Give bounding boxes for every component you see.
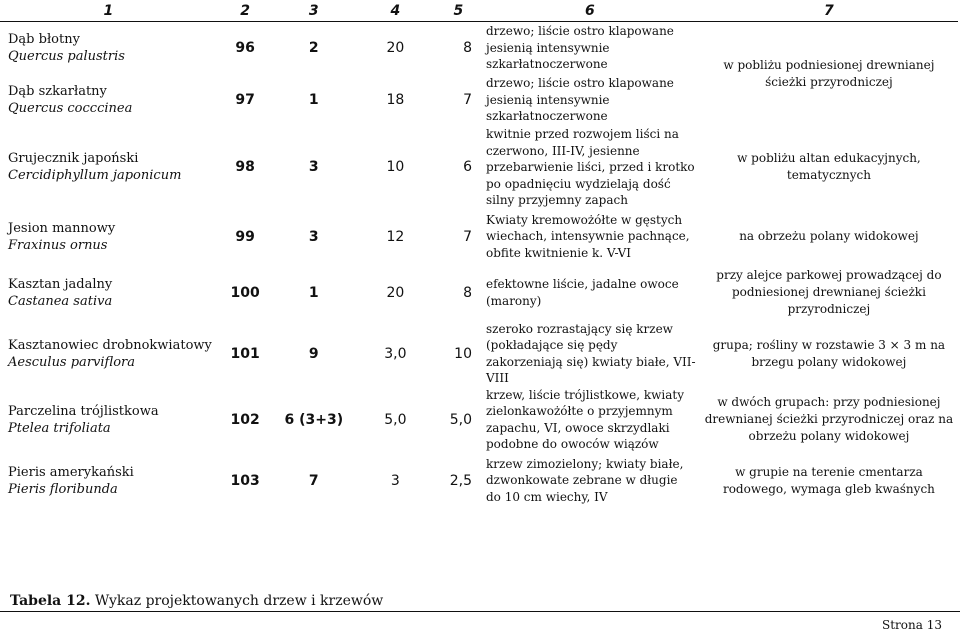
latin-name: Quercus palustris bbox=[8, 49, 125, 64]
number-cell: 102 bbox=[230, 411, 260, 428]
polish-name: Parczelina trójlistkowa bbox=[8, 403, 159, 419]
quantity-cell: 1 bbox=[308, 92, 319, 108]
species-name-cell bbox=[0, 453, 217, 509]
latin-name: Ptelea trifoliata bbox=[8, 420, 111, 436]
number-cell: 99 bbox=[235, 228, 255, 245]
width-cell: 2,5 bbox=[449, 472, 472, 489]
description-cell: szeroko rozrastający się krzew (pokładające się pędy zakorzeniają się) kwiaty białe, VII-VIII bbox=[485, 321, 696, 385]
number-cell: 101 bbox=[230, 345, 260, 362]
table-row bbox=[0, 265, 958, 321]
location-cell: w pobliżu podniesionej drewnianej ścieżki przyrodniczej bbox=[723, 58, 935, 89]
table-row bbox=[0, 209, 958, 265]
caption-label: Tabela 12. bbox=[10, 593, 91, 609]
height-cell: 3 bbox=[390, 472, 400, 489]
species-name-cell bbox=[0, 265, 217, 321]
species-name-cell bbox=[0, 126, 217, 209]
species-table bbox=[0, 1, 958, 509]
width-cell: 8 bbox=[463, 40, 472, 56]
polish-name: Dąb błotny bbox=[8, 32, 80, 47]
latin-name: Aesculus parviflora bbox=[8, 354, 135, 370]
header-col-3: 3 bbox=[274, 1, 355, 22]
description-cell: drzewo; liście ostro klapowane jesienią intensywnie szkarłatnoczerwone bbox=[485, 76, 674, 124]
polish-name: Dąb szkarłatny bbox=[8, 84, 107, 99]
number-cell: 100 bbox=[230, 284, 260, 301]
width-cell: 8 bbox=[463, 284, 472, 301]
header-col-4: 4 bbox=[354, 1, 437, 22]
width-cell: 7 bbox=[463, 92, 472, 108]
height-cell: 5,0 bbox=[384, 411, 407, 428]
width-cell: 6 bbox=[463, 159, 472, 176]
page-number: Strona 13 bbox=[882, 618, 942, 632]
table-caption bbox=[10, 593, 383, 609]
location-cell: grupa; rośliny w rozstawie 3 × 3 m na brzegu polany widokowej bbox=[712, 337, 946, 369]
latin-name: Castanea sativa bbox=[8, 293, 113, 309]
quantity-cell: 2 bbox=[308, 40, 319, 56]
location-cell: w dwóch grupach: przy podniesionej drewnianej ścieżki przyrodniczej oraz na obrzeżu polany widokowej bbox=[704, 395, 954, 443]
quantity-cell: 6 (3+3) bbox=[284, 411, 344, 428]
polish-name: Grujecznik japoński bbox=[8, 151, 139, 167]
species-name-cell bbox=[0, 321, 217, 387]
header-col-1: 1 bbox=[0, 1, 217, 22]
table-row bbox=[0, 453, 958, 509]
number-cell: 97 bbox=[235, 92, 255, 108]
header-col-6: 6 bbox=[480, 1, 700, 22]
location-cell: w grupie na terenie cmentarza rodowego, wymaga gleb kwaśnych bbox=[722, 464, 935, 496]
description-cell: kwitnie przed rozwojem liści na czerwono, III-IV, jesienne przebarwienie liści, przed i krotko po opadnięciu wydzielają dość silny przyjemny zapach bbox=[485, 127, 695, 207]
number-cell: 98 bbox=[235, 159, 255, 176]
quantity-cell: 1 bbox=[308, 284, 319, 301]
caption-text: Wykaz projektowanych drzew i krzewów bbox=[90, 593, 384, 609]
table-row bbox=[0, 321, 958, 387]
table-row bbox=[0, 22, 958, 75]
table-row bbox=[0, 387, 958, 453]
number-cell: 103 bbox=[230, 472, 260, 489]
quantity-cell: 7 bbox=[308, 472, 319, 489]
description-cell: drzewo; liście ostro klapowane jesienią intensywnie szkarłatnoczerwone bbox=[485, 24, 674, 72]
height-cell: 20 bbox=[386, 40, 405, 56]
polish-name: Kasztan jadalny bbox=[8, 276, 113, 292]
quantity-cell: 3 bbox=[308, 159, 319, 176]
width-cell: 5,0 bbox=[449, 411, 472, 428]
quantity-cell: 9 bbox=[308, 345, 319, 362]
height-cell: 18 bbox=[386, 92, 405, 108]
species-name-cell bbox=[0, 209, 217, 265]
species-name-cell bbox=[0, 387, 217, 453]
location-cell: na obrzeżu polany widokowej bbox=[739, 229, 919, 243]
description-cell: krzew zimozielony; kwiaty białe, dzwonkowate zebrane w długie do 10 cm wiechy, IV bbox=[485, 456, 684, 504]
footer-divider bbox=[0, 611, 960, 612]
description-cell: krzew, liście trójlistkowe, kwiaty zielonkawożółte o przyjemnym zapachu, VI, owoce skrzydlaki podobne do owoców wiązów bbox=[485, 387, 684, 451]
latin-name: Fraxinus ornus bbox=[8, 237, 108, 253]
polish-name: Kasztanowiec drobnokwiatowy bbox=[8, 337, 212, 353]
header-col-2: 2 bbox=[217, 1, 274, 22]
species-name-cell bbox=[0, 22, 217, 75]
height-cell: 3,0 bbox=[384, 345, 407, 362]
height-cell: 12 bbox=[386, 228, 405, 245]
height-cell: 10 bbox=[386, 159, 405, 176]
quantity-cell: 3 bbox=[308, 228, 319, 245]
description-cell: Kwiaty kremowożółte w gęstych wiechach, intensywnie pachnące, obfite kwitnienie k. V-VI bbox=[485, 212, 690, 260]
number-cell: 96 bbox=[235, 40, 255, 56]
latin-name: Quercus cocccinea bbox=[8, 101, 133, 116]
description-cell: efektowne liście, jadalne owoce (marony) bbox=[485, 277, 679, 308]
polish-name: Pieris amerykański bbox=[8, 464, 134, 480]
header-col-7: 7 bbox=[700, 1, 958, 22]
height-cell: 20 bbox=[386, 284, 405, 301]
location-cell: w pobliżu altan edukacyjnych, tematycznych bbox=[737, 151, 921, 183]
header-row bbox=[0, 1, 958, 22]
latin-name: Pieris floribunda bbox=[8, 481, 118, 497]
header-col-5: 5 bbox=[437, 1, 480, 22]
width-cell: 10 bbox=[454, 345, 472, 362]
latin-name: Cercidiphyllum japonicum bbox=[8, 168, 182, 184]
width-cell: 7 bbox=[463, 228, 472, 245]
polish-name: Jesion mannowy bbox=[8, 220, 116, 236]
table-row bbox=[0, 126, 958, 209]
species-name-cell bbox=[0, 74, 217, 126]
location-cell: przy alejce parkowej prowadzącej do podniesionej drewnianej ścieżki przyrodniczej bbox=[716, 268, 942, 316]
